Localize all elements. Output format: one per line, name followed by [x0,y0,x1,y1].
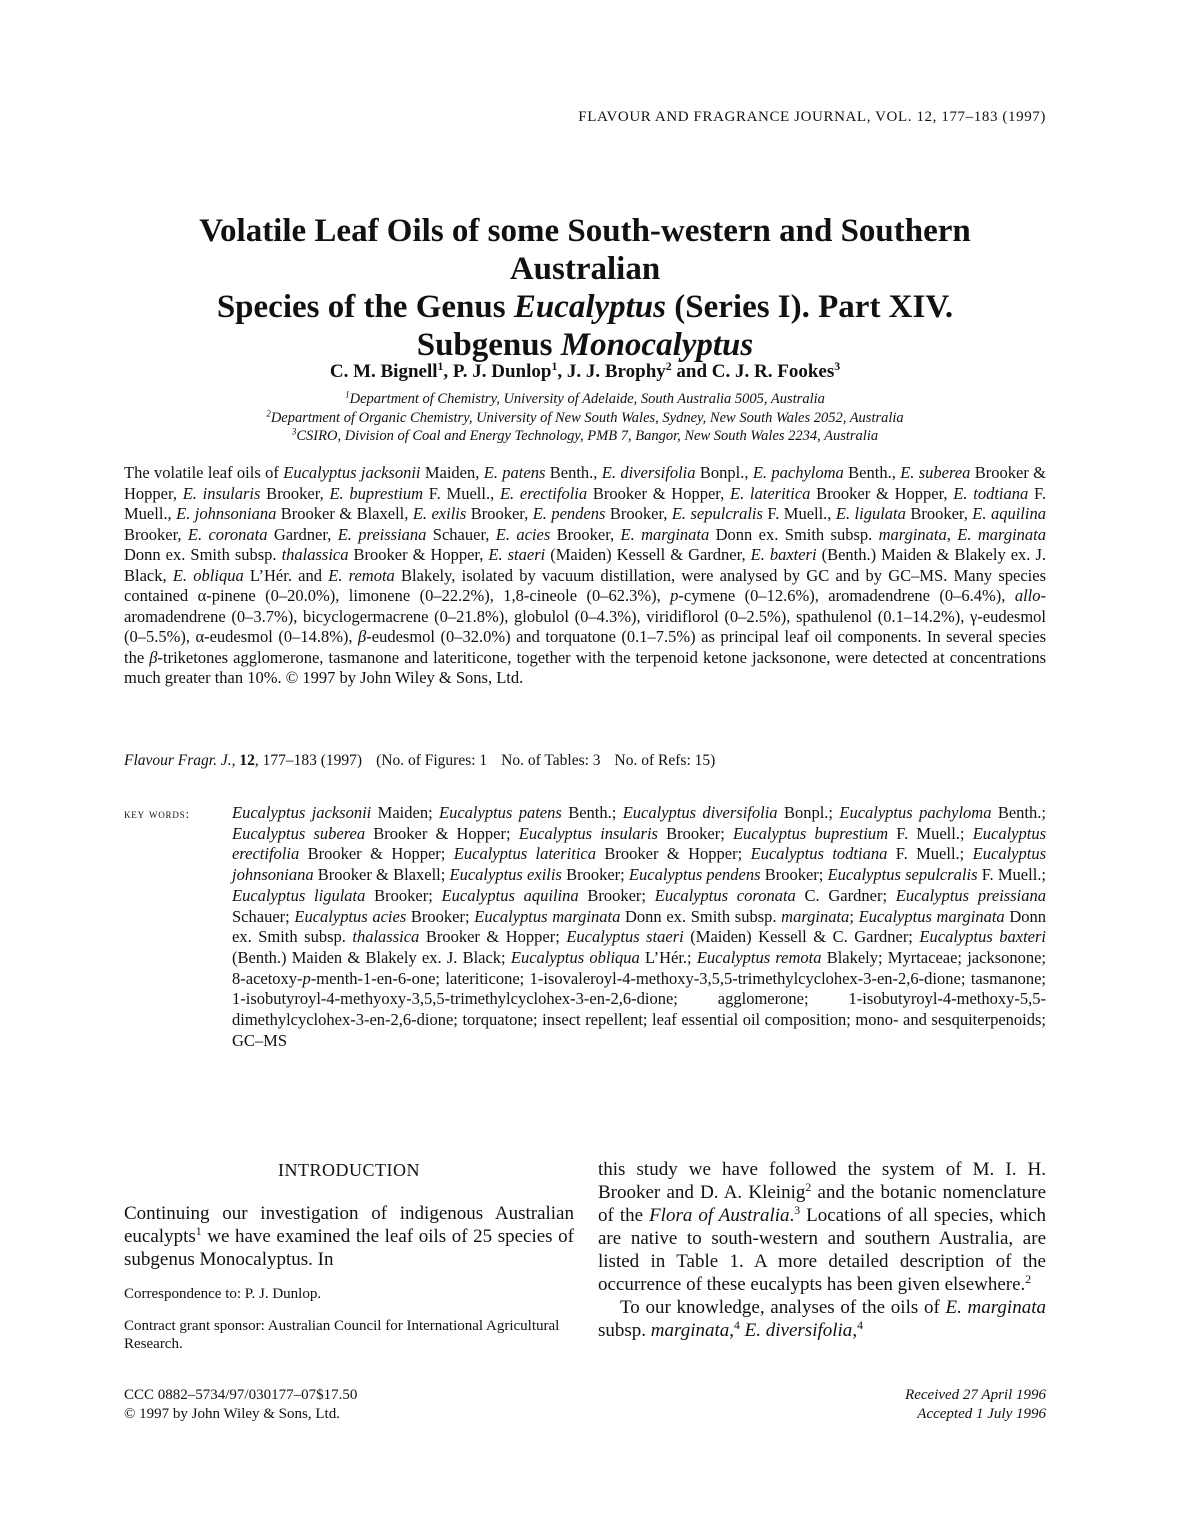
author: J. J. Brophy$^2$ and [566,359,712,382]
title-line-3 [124,326,1046,364]
title-line-2 [124,288,1046,326]
left-column [124,1158,574,1354]
author: C. J. R. Fookes$^3$ [711,359,841,382]
ccc-code: CCC 0882–5734/97/030177–07$17.50 [124,1387,358,1403]
keywords: Eucalyptus jacksonii Maiden; Eucalyptus patens Benth.; Eucalyptus diversifolia Bonpl.; Eucalyptus pachyloma Benth.; Eucalyptus suberea Brooker & Hopper; Eucalyptus insularis Brooker; Eucalyptus buprestium F. Muell.; Eucalyptus erectifolia Brooker & Hopper; Eucalyptus lateritica Brooker & Hopper; Eucalyptus todtiana F. Muell.; Eucalyptus johnsoniana Brooker & Blaxell; Eucalyptus exilis Brooker; Eucalyptus pendens Brooker; Eucalyptus sepulcralis F. Muell.; Eucalyptus ligulata Brooker; Eucalyptus aquilina Brooker; Eucalyptus coronata C. Gardner; Eucalyptus preissiana Schauer; Eucalyptus acies Brooker; Eucalyptus marginata Donn ex. Smith subsp. marginata; Eucalyptus marginata Donn ex. Smith subsp. thalassica Brooker & Hopper; Eucalyptus staeri (Maiden) Kessell & C. Gardner; Eucalyptus baxteri (Benth.) Maiden & Blakely ex. J. Black; Eucalyptus obliqua L’Hér.; Eucalyptus remota Blakely; Myrtaceae; jacksonone; 8-acetoxy-p-menth-1-en-6-one; lateriticone; 1-isovaleroyl-4-methoxy-3,5,5-trimethylcyclohex-3-en-2,6-dione; tasmanone; 1-isobutyroyl-4-methyoxy-3,5,5-trimethylcyclohex-3-en-2,6-dione; agglomerone; 1-isobutyroyl-4-methoxy-5,5-dimethylcyclohex-3-en-2,6-dione; torquatone; insect repellent; leaf essential oil composition; mono- and sesquiterpenoids; GC–MS [232,803,1047,1050]
journal-name: Flavour Fragr. J. [124,752,232,769]
received-date: Received 27 April 1996 [905,1387,1046,1403]
body-paragraph: Continuing our investigation of indigenous Australian eucalypts$^1$ we have examined the leaf oils of 25 species of subgenus Monocalyptus. In [124,1203,574,1270]
title-text: Species of the Genus [216,289,514,325]
journal-volume: 12 [239,752,255,769]
figure-count: (No. of Figures: 1 [376,752,488,769]
running-head: FLAVOUR AND FRAGRANCE JOURNAL, VOL. 12, 177–183 (1997) [578,109,1046,125]
author-list [124,361,1046,383]
article-title [124,212,1046,364]
title-text: (Series I). Part XIV. [666,289,954,325]
correspondence-note: Correspondence to: P. J. Dunlop. [124,1286,322,1302]
title-text: Subgenus [416,327,561,363]
right-column [598,1158,1046,1342]
keywords-label: key words: [124,806,190,821]
ref-count: No. of Refs: 15) [614,752,716,769]
abstract: The volatile leaf oils of Eucalyptus jacksonii Maiden, E. patens Benth., E. diversifolia Bonpl., E. pachyloma Benth., E. suberea Brooker & Hopper, E. insularis Brooker, E. buprestium F. Muell., E. erectifolia Brooker & Hopper, E. lateritica Brooker & Hopper, E. todtiana F. Muell., E. johnsoniana Brooker & Blaxell, E. exilis Brooker, E. pendens Brooker, E. sepulcralis F. Muell., E. ligulata Brooker, E. aquilina Brooker, E. coronata Gardner, E. preissiana Schauer, E. acies Brooker, E. marginata Donn ex. Smith subsp. marginata, E. marginata Donn ex. Smith subsp. thalassica Brooker & Hopper, E. staeri (Maiden) Kessell & Gardner, E. baxteri (Benth.) Maiden & Blakely ex. J. Black, E. obliqua L’Hér. and E. remota Blakely, isolated by vacuum distillation, were analysed by GC and by GC–MS. Many species contained α-pinene (0–20.0%), limonene (0–22.2%), 1,8-cineole (0–62.3%), p-cymene (0–12.6%), aromadendrene (0–6.4%), allo-aromadendrene (0–3.7%), bicyclogermacrene (0–21.8%), globulol (0–4.3%), viridiflorol (0–2.5%), spathulenol (0.1–14.2%), γ-eudesmol (0–5.5%), α-eudesmol (0–14.8%), β-eudesmol (0–32.0%) and torquatone (0.1–7.5%) as principal leaf oil components. In several species the β-triketones agglomerone, tasmanone and lateriticone, together with the terpenoid ketone jacksonone, were detected at concentrations much greater than 10%. © 1997 by John Wiley & Sons, Ltd. [124,463,1047,687]
accepted-date: Accepted 1 July 1996 [917,1406,1046,1422]
footer-left [124,1386,357,1424]
title-subgenus: Monocalyptus [560,327,754,363]
title-genus: Eucalyptus [513,289,667,325]
author: P. J. Dunlop$^1$, [452,359,567,382]
affiliation: $^2$Department of Organic Chemistry, University of New South Wales, Sydney, New South Wales 2052, Australia [266,408,904,426]
table-count: No. of Tables: 3 [501,752,601,769]
citation-line: Flavour Fragr. J., 12, 177–183 (1997) (No. of Figures: 1 No. of Tables: 3 No. of Refs: 15) [124,752,716,769]
body-paragraph: To our knowledge, analyses of the oils of E. marginata subsp. marginata,$^4$ E. diversifolia,$^4$ [598,1297,1046,1341]
title-line-1: Volatile Leaf Oils of some South-western and Southern Australian [199,213,971,287]
section-heading: INTRODUCTION [278,1160,420,1180]
affiliations [124,390,1046,446]
footer-right [905,1386,1046,1424]
affiliation: $^3$CSIRO, Division of Coal and Energy Technology, PMB 7, Bangor, New South Wales 2234, Australia [291,426,879,444]
affiliation: $^1$Department of Chemistry, University of Adelaide, South Australia 5005, Australia [345,389,825,407]
author: C. M. Bignell$^1$, [329,359,453,382]
body-paragraph: this study we have followed the system of M. I. H. Brooker and D. A. Kleinig$^2$ and the botanic nomenclature of the Flora of Australia.$^3$ Locations of all species, which are native to south-western and southern Australia, are listed in Table 1. A more detailed description of the occurrence of these eucalypts has been given elsewhere.$^2$ [598,1159,1046,1295]
grant-note: Contract grant sponsor: Australian Council for International Agricultural Research. [124,1317,560,1352]
copyright: © 1997 by John Wiley & Sons, Ltd. [124,1406,340,1422]
